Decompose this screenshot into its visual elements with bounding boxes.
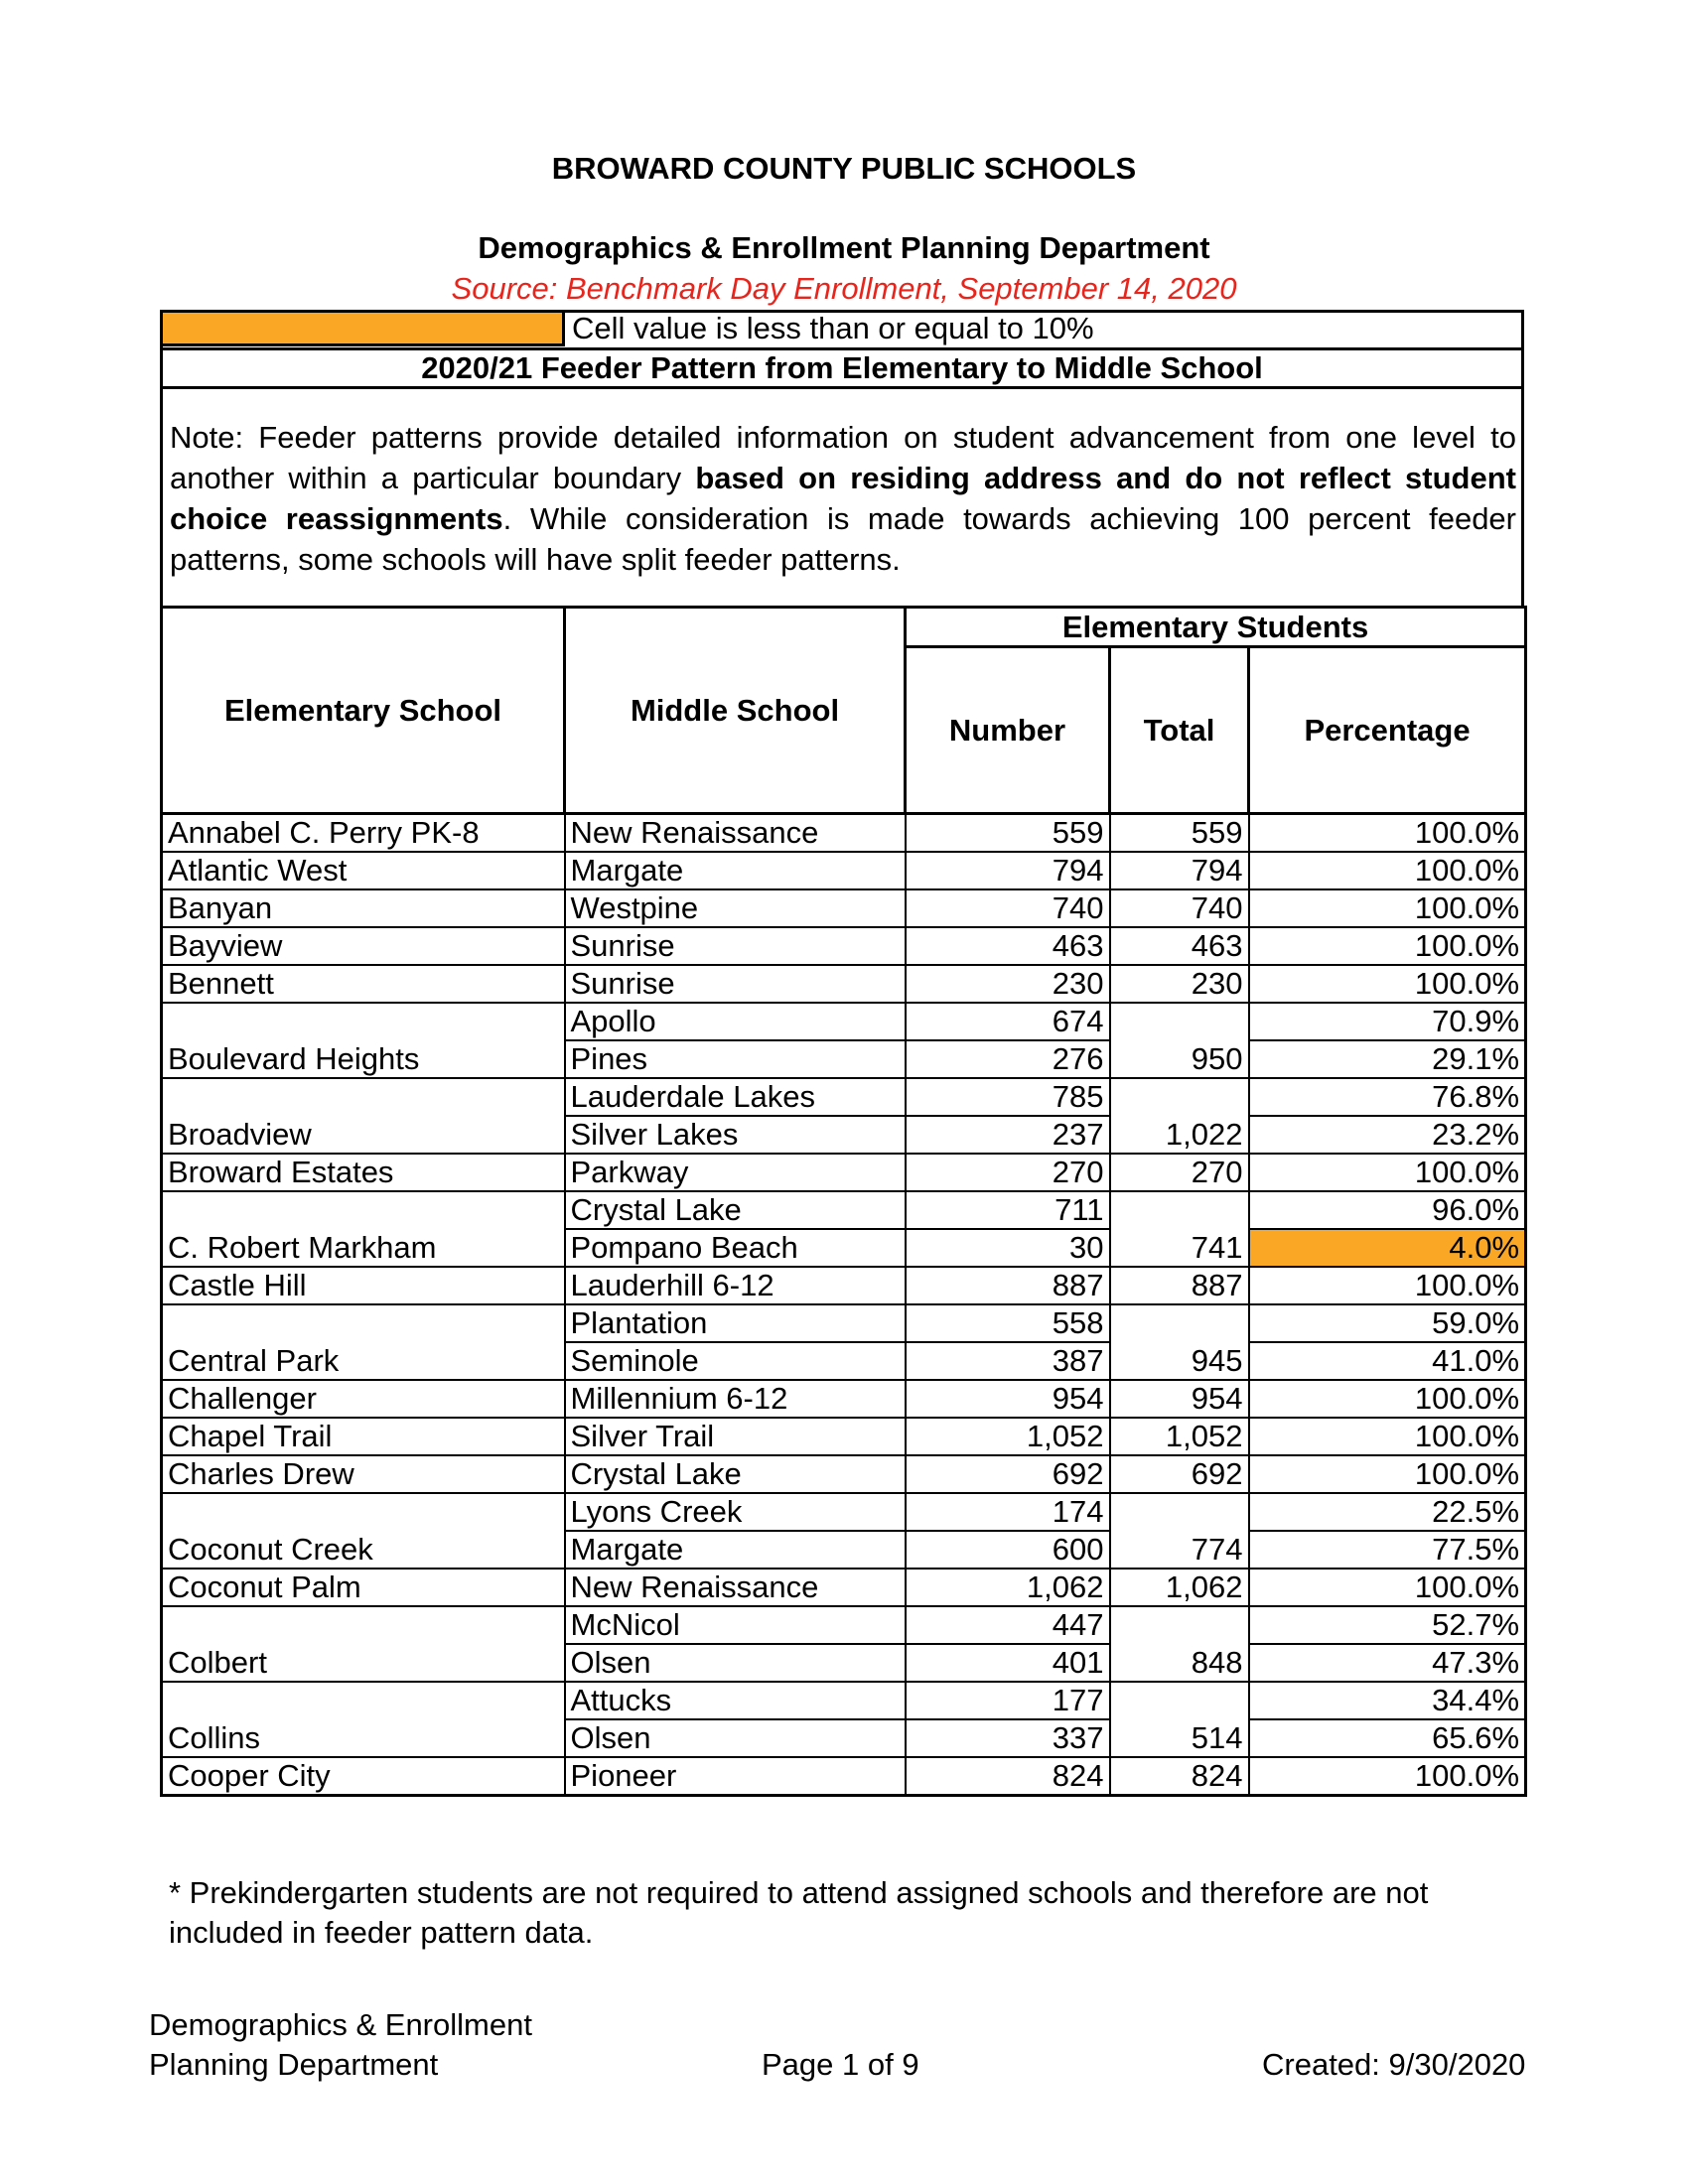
number-cell: 824 [906,1757,1110,1796]
footer-department [149,2005,532,2085]
total-cell: 270 [1110,1154,1249,1191]
data-source: Source: Benchmark Day Enrollment, September 14, 2020 [451,271,1237,306]
middle-school-cell: Parkway [565,1154,906,1191]
table-row [162,814,1526,853]
percentage-cell: 100.0% [1249,1569,1526,1606]
middle-school-cell: Silver Trail [565,1418,906,1455]
total-cell: 1,062 [1110,1569,1249,1606]
percentage-cell: 100.0% [1249,1267,1526,1304]
middle-school-cell: Lyons Creek [565,1493,906,1531]
note-lead: Note: Feeder patterns provide detailed information on student advancement from one level to another within a particular boundary [170,420,1516,495]
table-row [162,1569,1526,1606]
elementary-school-cell: Colbert [162,1606,565,1682]
elementary-school-cell: Coconut Creek [162,1493,565,1569]
elementary-school-cell: Castle Hill [162,1267,565,1304]
table-row [162,1455,1526,1493]
elementary-school-cell: Broadview [162,1078,565,1154]
percentage-cell: 100.0% [1249,1380,1526,1418]
total-cell: 824 [1110,1757,1249,1796]
table-row [162,1304,1526,1342]
elementary-school-cell: C. Robert Markham [162,1191,565,1267]
note [170,417,1516,580]
percentage-cell: 77.5% [1249,1531,1526,1569]
percentage-cell: 100.0% [1249,814,1526,853]
total-cell: 559 [1110,814,1249,853]
total-cell: 741 [1110,1191,1249,1267]
percentage-cell: 100.0% [1249,852,1526,889]
percentage-cell: 100.0% [1249,889,1526,927]
middle-school-cell: Crystal Lake [565,1191,906,1229]
elementary-school-cell: Coconut Palm [162,1569,565,1606]
middle-school-cell: Seminole [565,1342,906,1380]
total-cell: 954 [1110,1380,1249,1418]
header-elementary-students: Elementary Students [906,608,1526,647]
percentage-cell: 100.0% [1249,1418,1526,1455]
table-row [162,1606,1526,1644]
elementary-school-cell: Challenger [162,1380,565,1418]
header-total: Total [1110,647,1249,814]
elementary-school-cell: Boulevard Heights [162,1003,565,1078]
middle-school-cell: Lauderdale Lakes [565,1078,906,1116]
middle-school-cell: Plantation [565,1304,906,1342]
table-row [162,1418,1526,1455]
number-cell: 887 [906,1267,1110,1304]
number-cell: 558 [906,1304,1110,1342]
middle-school-cell: McNicol [565,1606,906,1644]
middle-school-cell: New Renaissance [565,814,906,853]
number-cell: 954 [906,1380,1110,1418]
header-elementary-school: Elementary School [162,608,565,814]
elementary-school-cell: Collins [162,1682,565,1757]
total-cell: 887 [1110,1267,1249,1304]
number-cell: 237 [906,1116,1110,1154]
total-cell: 463 [1110,927,1249,965]
middle-school-cell: Millennium 6-12 [565,1380,906,1418]
percentage-cell: 41.0% [1249,1342,1526,1380]
percentage-cell: 100.0% [1249,1154,1526,1191]
total-cell: 230 [1110,965,1249,1003]
total-cell: 794 [1110,852,1249,889]
feeder-table [160,606,1527,1797]
header-middle-school: Middle School [565,608,906,814]
table-row [162,1191,1526,1229]
middle-school-cell: Sunrise [565,965,906,1003]
legend-swatch [160,310,565,346]
middle-school-cell: Olsen [565,1719,906,1757]
percentage-cell: 76.8% [1249,1078,1526,1116]
percentage-cell: 65.6% [1249,1719,1526,1757]
total-cell: 1,052 [1110,1418,1249,1455]
middle-school-cell: Pompano Beach [565,1229,906,1267]
number-cell: 30 [906,1229,1110,1267]
elementary-school-cell: Chapel Trail [162,1418,565,1455]
elementary-school-cell: Bayview [162,927,565,965]
number-cell: 174 [906,1493,1110,1531]
number-cell: 600 [906,1531,1110,1569]
table-row [162,1154,1526,1191]
header-number: Number [906,647,1110,814]
number-cell: 230 [906,965,1110,1003]
number-cell: 674 [906,1003,1110,1040]
middle-school-cell: Margate [565,1531,906,1569]
total-cell: 945 [1110,1304,1249,1380]
elementary-school-cell: Banyan [162,889,565,927]
elementary-school-cell: Central Park [162,1304,565,1380]
feeder-table-body [162,814,1526,1796]
total-cell: 848 [1110,1606,1249,1682]
percentage-cell: 100.0% [1249,927,1526,965]
table-row [162,889,1526,927]
table-row [162,965,1526,1003]
percentage-cell: 23.2% [1249,1116,1526,1154]
number-cell: 177 [906,1682,1110,1719]
middle-school-cell: Olsen [565,1644,906,1682]
middle-school-cell: Lauderhill 6-12 [565,1267,906,1304]
total-cell: 950 [1110,1003,1249,1078]
percentage-cell: 100.0% [1249,965,1526,1003]
middle-school-cell: Silver Lakes [565,1116,906,1154]
number-cell: 1,062 [906,1569,1110,1606]
percentage-cell: 96.0% [1249,1191,1526,1229]
percentage-cell: 22.5% [1249,1493,1526,1531]
number-cell: 463 [906,927,1110,965]
total-cell: 740 [1110,889,1249,927]
number-cell: 740 [906,889,1110,927]
middle-school-cell: New Renaissance [565,1569,906,1606]
table-row [162,852,1526,889]
total-cell: 692 [1110,1455,1249,1493]
percentage-cell: 47.3% [1249,1644,1526,1682]
number-cell: 1,052 [906,1418,1110,1455]
footer-department-line2: Planning Department [149,2047,439,2082]
percentage-cell: 100.0% [1249,1757,1526,1796]
elementary-school-cell: Cooper City [162,1757,565,1796]
number-cell: 794 [906,852,1110,889]
note-tail: . While consideration is made towards achieving 100 percent feeder patterns, some schools will have split feeder patterns. [170,501,1516,577]
page-number: Page 1 of 9 [762,2047,919,2082]
middle-school-cell: Pioneer [565,1757,906,1796]
number-cell: 559 [906,814,1110,853]
number-cell: 785 [906,1078,1110,1116]
middle-school-cell: Margate [565,852,906,889]
table-row [162,1078,1526,1116]
number-cell: 387 [906,1342,1110,1380]
table-row [162,927,1526,965]
number-cell: 447 [906,1606,1110,1644]
elementary-school-cell: Broward Estates [162,1154,565,1191]
header-percentage: Percentage [1249,647,1526,814]
percentage-cell: 34.4% [1249,1682,1526,1719]
department-name: Demographics & Enrollment Planning Department [478,230,1210,265]
percentage-cell: 4.0% [1249,1229,1526,1267]
percentage-cell: 59.0% [1249,1304,1526,1342]
elementary-school-cell: Charles Drew [162,1455,565,1493]
elementary-school-cell: Bennett [162,965,565,1003]
middle-school-cell: Crystal Lake [565,1455,906,1493]
middle-school-cell: Sunrise [565,927,906,965]
table-row [162,1493,1526,1531]
number-cell: 401 [906,1644,1110,1682]
table-row [162,1682,1526,1719]
footnote: * Prekindergarten students are not required to attend assigned schools and therefore are not included in feeder pattern data. [169,1875,1429,1950]
elementary-school-cell: Atlantic West [162,852,565,889]
middle-school-cell: Attucks [565,1682,906,1719]
percentage-cell: 52.7% [1249,1606,1526,1644]
table-row [162,1380,1526,1418]
total-cell: 514 [1110,1682,1249,1757]
footer-department-line1: Demographics & Enrollment [149,2007,532,2042]
middle-school-cell: Pines [565,1040,906,1078]
total-cell: 774 [1110,1493,1249,1569]
number-cell: 711 [906,1191,1110,1229]
table-row [162,1003,1526,1040]
total-cell: 1,022 [1110,1078,1249,1154]
number-cell: 692 [906,1455,1110,1493]
created-date: Created: 9/30/2020 [1262,2047,1526,2082]
elementary-school-cell: Annabel C. Perry PK-8 [162,814,565,853]
document-title: BROWARD COUNTY PUBLIC SCHOOLS [551,151,1137,186]
middle-school-cell: Westpine [565,889,906,927]
percentage-cell: 100.0% [1249,1455,1526,1493]
number-cell: 270 [906,1154,1110,1191]
number-cell: 276 [906,1040,1110,1078]
legend-text: Cell value is less than or equal to 10% [572,311,1094,345]
percentage-cell: 29.1% [1249,1040,1526,1078]
percentage-cell: 70.9% [1249,1003,1526,1040]
table-row [162,1267,1526,1304]
table-title: 2020/21 Feeder Pattern from Elementary to Middle School [160,347,1524,389]
number-cell: 337 [906,1719,1110,1757]
table-row [162,1757,1526,1796]
middle-school-cell: Apollo [565,1003,906,1040]
note-bold: based on residing address and do not reflect student choice reassignments [170,461,1516,536]
